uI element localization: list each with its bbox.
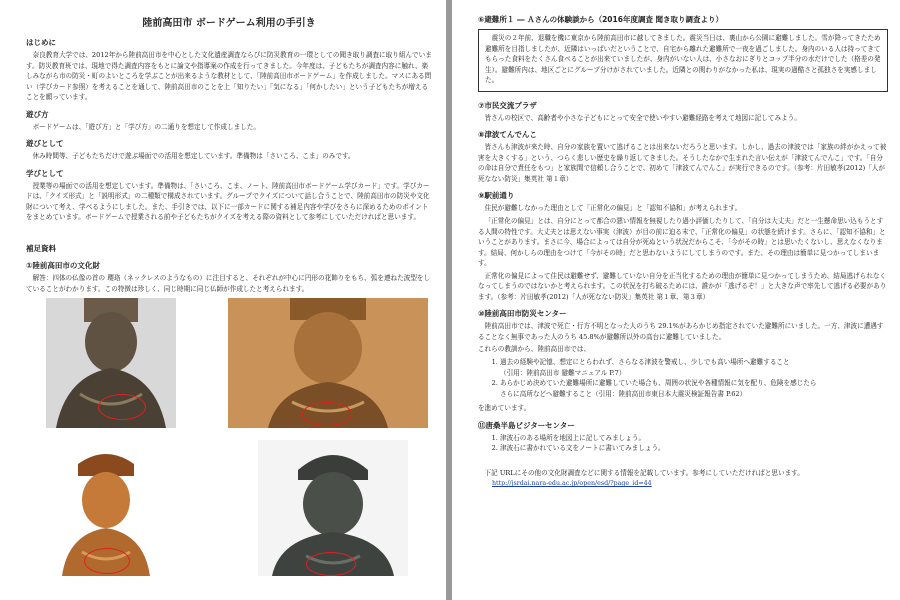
highlight-circle	[302, 402, 352, 426]
highlight-circle	[84, 548, 130, 574]
list-item: 1. 過去の経験や記憶、想定にとらわれず、さらなる津波を警戒し、少しでも高い場所へ避難すること （引用：陸前高田市 避難マニュアル P.7）	[500, 357, 888, 378]
item10-list	[478, 357, 888, 399]
item7-text: 皆さんの校区で、高齢者や小さな子どもにとって安全で使いやすい避難経路を考えて地図に記してみよう。	[484, 113, 801, 122]
buddha-photos	[26, 298, 432, 578]
item9-text-3: 正常化の偏見によって住民は避難せず、避難していない自分を正当化するための理由が簡単に見つかってしまうため、結局逃げられなくなってしまうのではないかと考えられます。この状況を打ち破るためには、誰かが「逃げるぞ！」と大きな声で率先して逃げる必要があります。（参考：片田敏孝(2012)「人が死なない防災」集英社 第１章、第３章）	[478, 271, 887, 301]
item8-heading: ⑧津波てんでんこ	[478, 130, 537, 140]
highlight-circle	[98, 394, 146, 420]
footer-text: 下記 URLにその他の文化財調査などに関する情報を記載しています。参考にしていただければと思います。	[484, 468, 804, 477]
list-item: 1. 津波石のある場所を地図上に記してみましょう。	[500, 433, 888, 444]
right-page	[452, 0, 900, 600]
highlight-circle	[306, 552, 356, 576]
play-text: 休み時間等、子どもたちだけで遊ぶ場面での活用を想定しています。準備物は「さいころ、こま」のみです。	[32, 152, 355, 161]
howto-heading: 遊び方	[26, 109, 49, 119]
item10-text-2: これらの教訓から、陸前高田市では、	[478, 345, 591, 354]
supp-heading: 補足資料	[26, 244, 56, 254]
left-page	[0, 0, 446, 600]
item11-heading: ⑪唐桑半島ビジターセンター	[478, 420, 575, 430]
item1-heading: ①陸前高田市の文化財	[26, 261, 100, 271]
item6-heading: ⑥避難所１ ― Ａさんの体験談から（2016年度調査 聞き取り調査より）	[478, 15, 724, 24]
play-heading: 遊びとして	[26, 139, 64, 149]
intro-text: 奈良教育大学では、2012年から陸前高田市を中心とした文化遺産調査ならびに防災教育の一環としての聞き取り調査に取り組んでいます。防災教育班では、現地で得た調査内容をもとに論文や指導案の作成を行ってきました。今年度は、子どもたちが調査内容に触れ、楽しみながら市の防災・町のよいところを学ぶことが出来るような教材として、「陸前高田市ボードゲーム」を作成しました。マスにある問い（学びカード参照）を考えることを通して、陸前高田市のことを上「知りたい」「気になる」「何かしたい」という子どもたちが増えることを願っています。	[26, 51, 432, 102]
item9-text-2: 「正常化の偏見」とは、自分にとって都合の悪い情報を無視したり過小評価したりして、「自分は大丈夫」だと一生懸命思い込もうとする人間の特性です。大丈夫とは思えない事実（津波）が目の前に迫る末で、「正常化の偏見」の状態を続けます。さらに、「認知不協和」ということがあります。まさに今、場合によっては自分が死ぬという状況だからこそ、「今がその時」とは思いたくないし、思えなくなります。結局、何かしらの理由をつけて「今がその時」だと思わないようにしてしまうのです。また、その理由は簡単に見つかってしまいます。	[478, 217, 886, 268]
buddha-photo-4	[258, 440, 408, 576]
item11-list	[478, 433, 888, 454]
item10-text-3: を進めています。	[478, 404, 531, 413]
list-item: 2. あらかじめ決めていた避難場所に避難していた場合も、周囲の状況や各種情報に気を配り、危険を感じたら さらに高所などへ避難すること（引用：陸前高田市東日本大震災検証報告書 P.62）	[500, 378, 888, 399]
page-title: 陸前高田市 ボードゲーム利用の手引き	[142, 18, 316, 29]
intro-heading: はじめに	[26, 38, 56, 47]
reference-link[interactable]: http://jsrdai.nara-edu.ac.jp/open/esd/?page_id=44	[492, 480, 652, 488]
item6-text: 震災の２年前、退職を機に東京から陸前高田市に越してきました。震災当日は、裏山から公園に避難しました。雪が降ってきたため避難所を目指しましたが、近隣はいっぱいだということで、自宅から離れた避難所で一夜を過ごしました。身内のいる人は持ってきてもらった食料をたくさん食べることが出来ていましたが、身内がいない人は、小さなおにぎりとコップ半分の水だけでした（格差の発生）。避難所内は、地区ごとにグループ分けがされていました。近隣との関わりがなかった私は、現実の過酷さと孤独さを実感しました。	[485, 34, 881, 85]
testimony-box	[478, 29, 888, 92]
learn-heading: 学びとして	[26, 168, 64, 178]
item10-text-1: 陸前高田市では、津波で死亡・行方不明となった人のうち 29.1%があらかじめ指定されていた避難所にいました。一方、津波に遭遇することなく無事であった人のうち 45.8%が避難所以外の高台に避難していました。	[478, 322, 884, 341]
item9-heading: ⑨駅前通り	[478, 191, 515, 201]
item1-text: 解答：四体の仏像の首の 瓔珞（ネックレスのようなもの）に注目すると、それぞれが中心に円形の花飾りをもち、弧を連ねた波型をしていることがわかります。この特徴は珍しく、同じ時期に同じ仏師が作成したと考えられます。	[26, 274, 431, 293]
buddha-photo-3	[56, 440, 156, 576]
item7-heading: ⑦市民交流プラザ	[478, 100, 537, 110]
howto-text: ボードゲームは、「遊び方」と「学び方」の二通りを想定して作成しました。	[32, 122, 260, 131]
item8-text: 皆さんも津波が来た時、自分の家族を置いて逃げることは出来ないだろうと思います。しかし、過去の津波では「家族の絆がかえって被害を大きくする」という、つらく悲しい歴史を繰り返してきました。そうしたなかで生まれた言い伝えが「津波てんでんこ」です。「自分の命は自分で責任をもつ」と家族間で信頼し合うことで、初めて「津波てんでんこ」が実行できるのです。（参考：片田敏孝(2012)「人が死なない防災」集英社 第１章）	[478, 143, 887, 183]
list-item: 2. 津波石に書かれている文をノートに書いてみましょう。	[500, 443, 888, 454]
buddha-photo-1	[46, 298, 176, 428]
learn-text: 授業等の場面での活用を想定しています。準備物は、「さいころ、こま、ノート、陸前高田市ボードゲーム学びカード」です。学びカードは、「クイズ形式」と「説明形式」の二種類で構成されています。グループでクイズについて話し合うことで、陸前高田市の防災や文化財について考え、学べるようにしました。また、手引きでは、以下に一部カードに関する補足内容や学びをさらに深めるためのポイントをまとめています。ボードゲームで授業される前や子どもたちがクイズを考える際の資料として参考にしていただければと思います。	[26, 181, 430, 222]
buddha-photo-2	[228, 298, 428, 428]
item10-heading: ⑩陸前高田市防災センター	[478, 309, 567, 319]
item9-text-1: 住民が避難しなかった理由として「正常化の偏見」と「認知不協和」が考えられます。	[484, 204, 742, 213]
